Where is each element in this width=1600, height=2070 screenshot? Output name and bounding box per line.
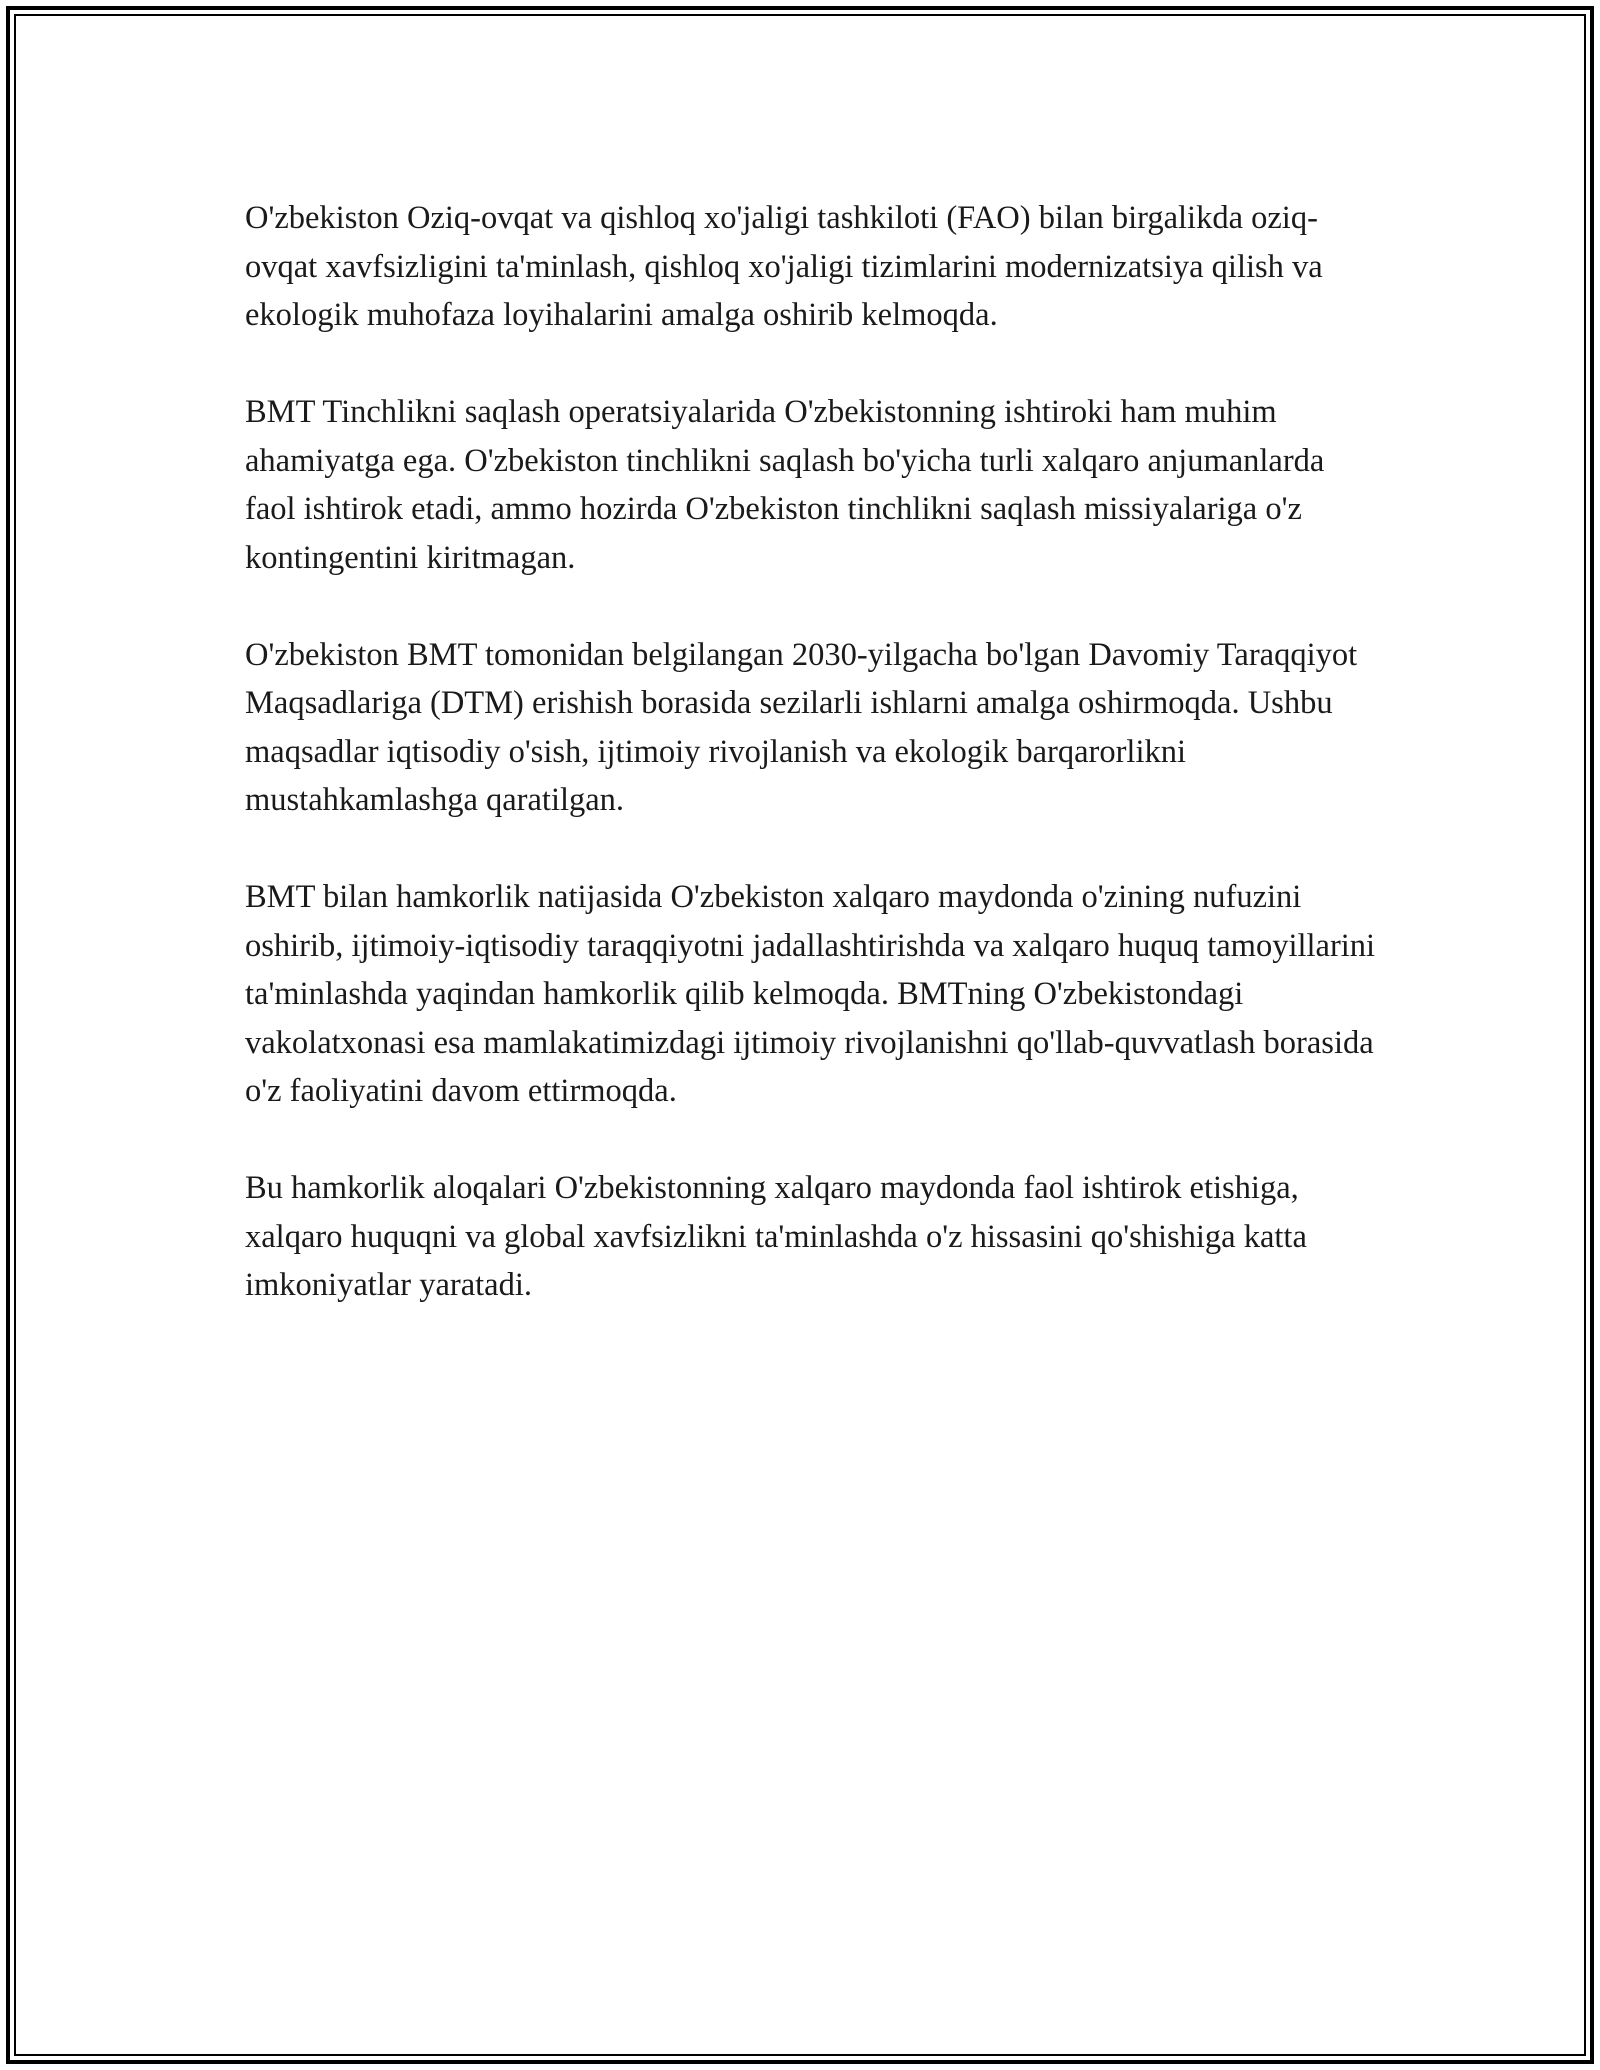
document-body [245,194,1380,1358]
paragraph-fao: O'zbekiston Oziq-ovqat va qishloq xo'jaligi tashkiloti (FAO) bilan birgalikda oziq-ovqat xavfsizligini ta'minlash, qishloq xo'jaligi tizimlarini modernizatsiya qilish va ekologik muhofaza loyihalarini amalga oshirib kelmoqda. [245,200,1323,333]
paragraph-peacekeeping: BMT Tinchlikni saqlash operatsiyalarida O'zbekistonning ishtiroki ham muhim ahamiyatga ega. O'zbekiston tinchlikni saqlash bo'yicha turli xalqaro anjumanlarda faol ishtirok etadi, ammo hozirda O'zbekiston tinchlikni saqlash missiyalariga o'z kontingentini kiritmagan. [245,394,1325,576]
page-border [6,6,1594,2064]
paragraph-cooperation: BMT bilan hamkorlik natijasida O'zbekiston xalqaro maydonda o'zining nufuzini oshirib, ijtimoiy-iqtisodiy taraqqiyotni jadallashtirishda va xalqaro huquq tamoyillarini ta'minlashda yaqindan hamkorlik qilib kelmoqda. BMTning O'zbekistondagi vakolatxonasi esa mamlakatimizdagi ijtimoiy rivojlanishni qo'llab-quvvatlash borasida o'z faoliyatini davom ettirmoqda. [245,879,1376,1109]
paragraph-sdg: O'zbekiston BMT tomonidan belgilangan 2030-yilgacha bo'lgan Davomiy Taraqqiyot Maqsadlariga (DTM) erishish borasida sezilarli ishlarni amalga oshirmoqda. Ushbu maqsadlar iqtisodiy o'sish, ijtimoiy rivojlanish va ekologik barqarorlikni mustahkamlashga qaratilgan. [245,636,1358,818]
paragraph-conclusion: Bu hamkorlik aloqalari O'zbekistonning xalqaro maydonda faol ishtirok etishiga, xalqaro huquqni va global xavfsizlikni ta'minlashda o'z hissasini qo'shishiga katta imkoniyatlar yaratadi. [245,1170,1307,1303]
